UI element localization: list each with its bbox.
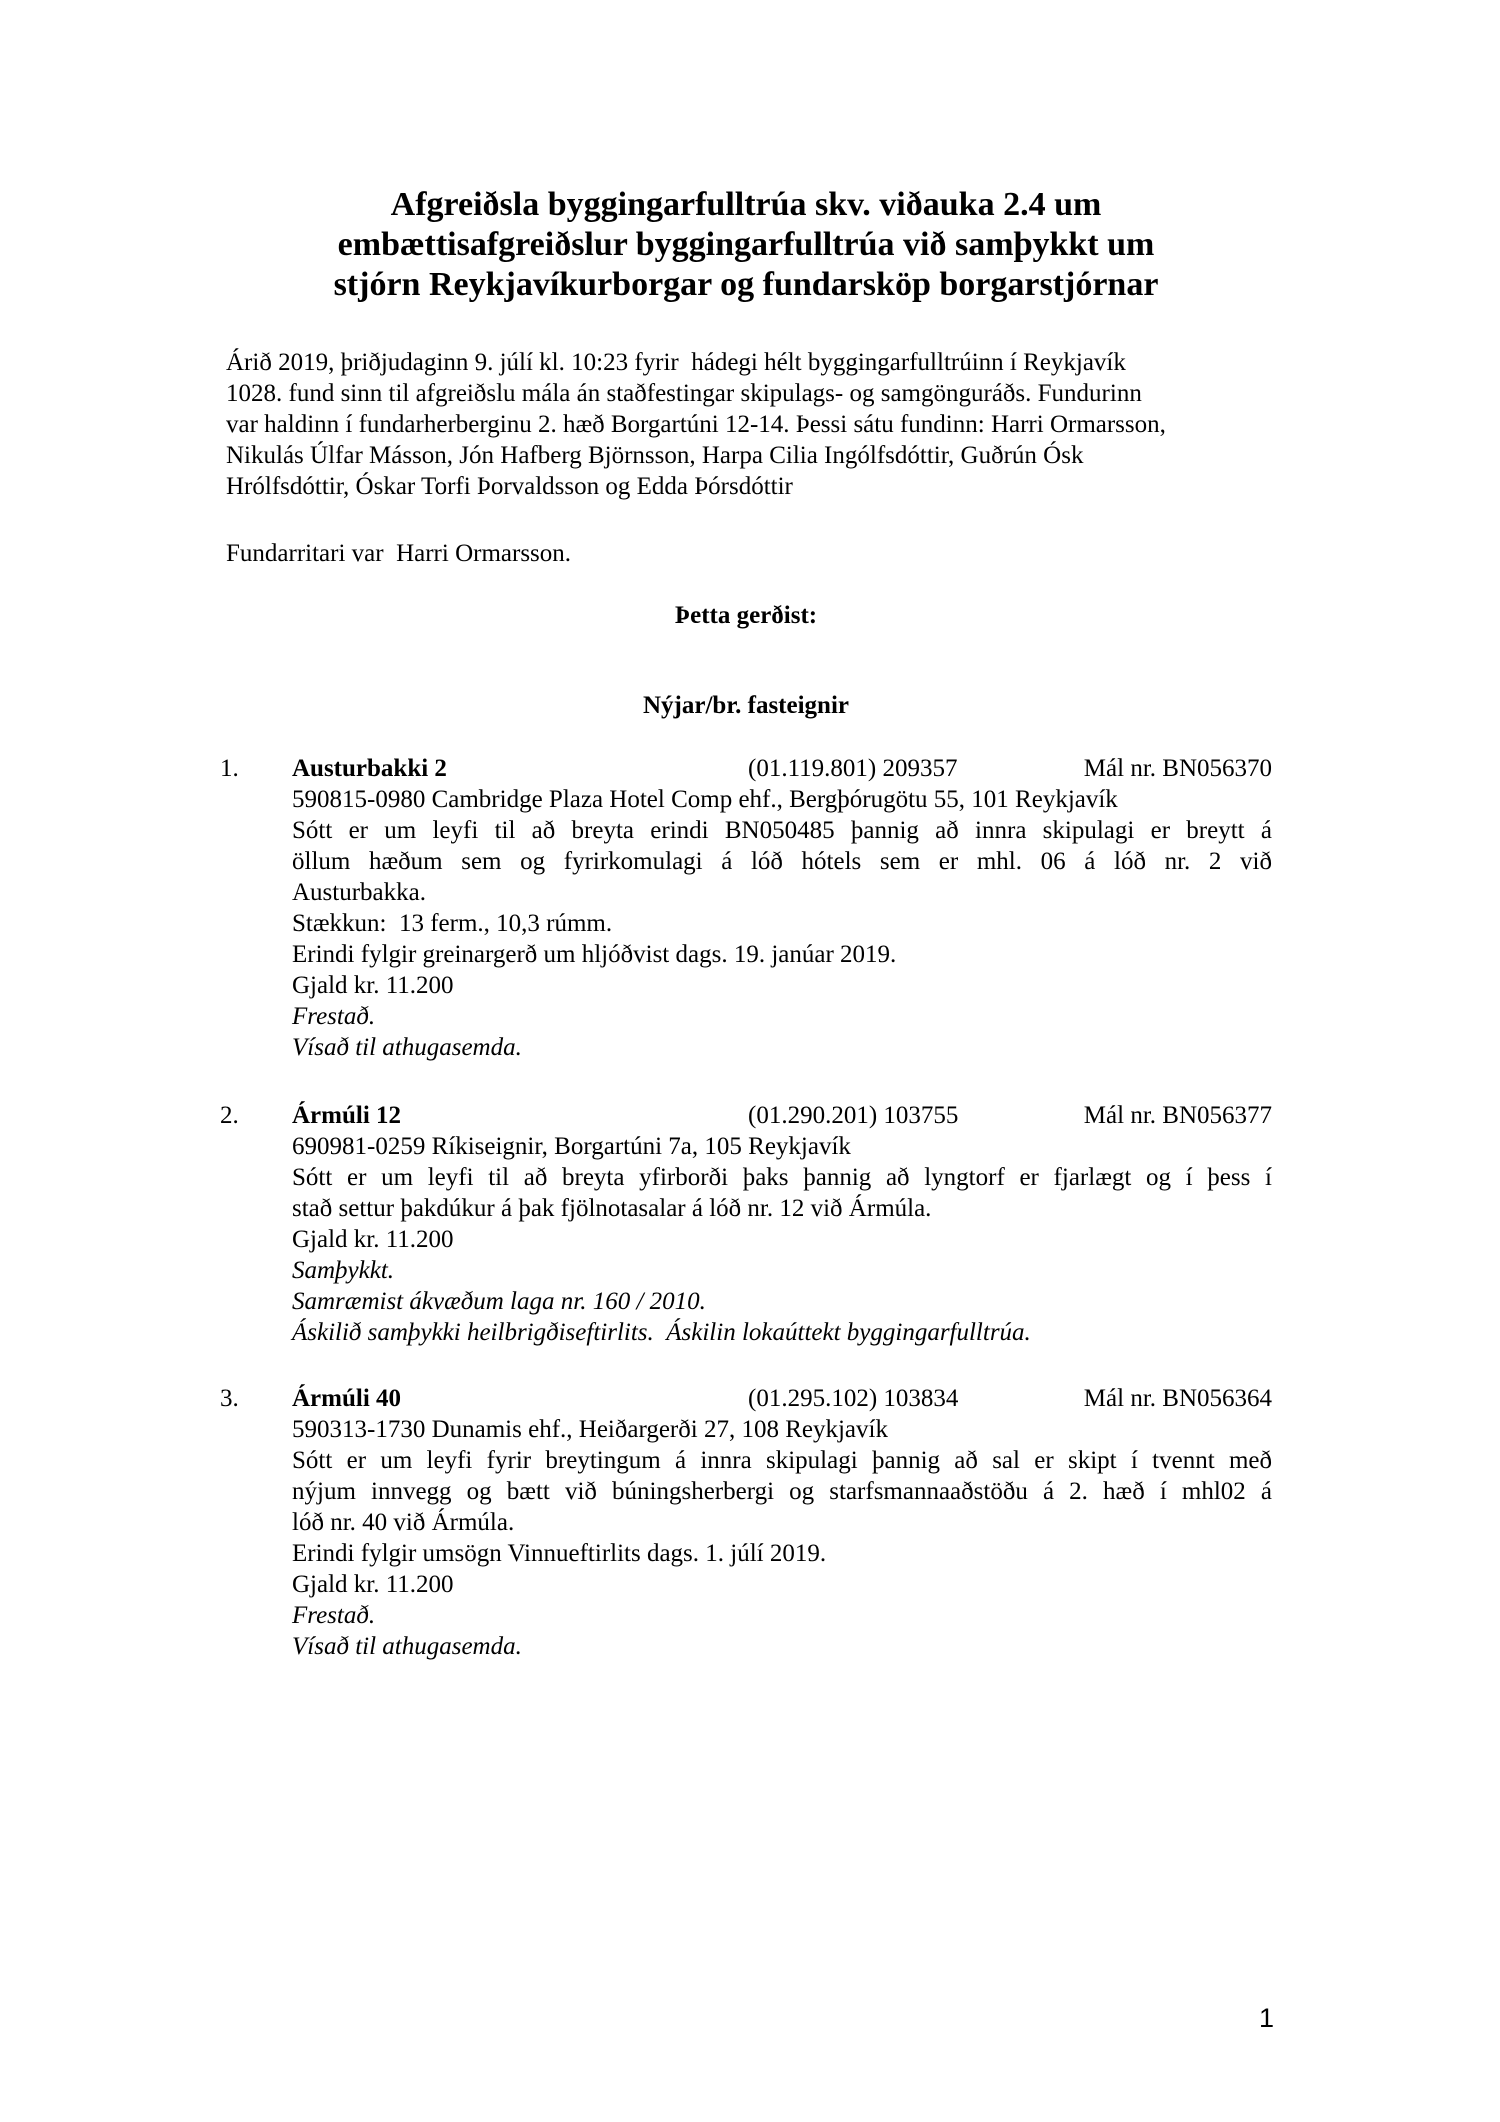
intro-line-2: 1028. fund sinn til afgreiðslu mála án staðfestingar skipulags- og samgönguráðs. Fundurinn — [226, 380, 1142, 407]
case-item-1-body — [292, 784, 1272, 1063]
intro-paragraph — [226, 347, 1272, 502]
case-item-1-name: Austurbakki 2 — [292, 755, 447, 782]
case-item-2-property-id: (01.290.201) 103755 — [748, 1102, 959, 1129]
intro-line-1: Árið 2019, þriðjudaginn 9. júlí kl. 10:23 fyrir hádegi hélt byggingarfulltrúinn í Reykjavík — [226, 349, 1126, 376]
expansion-line: Stækkun: 13 ferm., 10,3 rúmm. — [292, 910, 613, 937]
description-line: lóð nr. 40 við Ármúla. — [292, 1509, 515, 1536]
description-line: stað settur þakdúkur á þak fjölnotasalar á lóð nr. 12 við Ármúla. — [292, 1195, 932, 1222]
fee-line: Gjald kr. 11.200 — [292, 1571, 454, 1598]
case-item-2-header — [220, 1100, 1272, 1131]
case-item-1-number: 1. — [220, 755, 239, 782]
case-item-3-property-id: (01.295.102) 103834 — [748, 1385, 959, 1412]
attachment-line: Erindi fylgir umsögn Vinnueftirlits dags. 1. júlí 2019. — [292, 1540, 827, 1567]
intro-line-3: var haldinn í fundarherberginu 2. hæð Borgartúni 12-14. Þessi sátu fundinn: Harri Ormarsson, — [226, 411, 1166, 438]
ruling-line: Vísað til athugasemda. — [292, 1034, 522, 1061]
case-item-3-name: Ármúli 40 — [292, 1385, 402, 1412]
case-item-1 — [220, 753, 1272, 1063]
case-item-3-body — [292, 1414, 1272, 1662]
applicant-line: 590815-0980 Cambridge Plaza Hotel Comp ehf., Bergþórugötu 55, 101 Reykjavík — [292, 786, 1118, 813]
case-item-2-case-number: Mál nr. BN056377 — [1083, 1102, 1272, 1129]
secretary-line: Fundarritari var Harri Ormarsson. — [226, 540, 572, 567]
ruling-line: Samþykkt. — [292, 1257, 395, 1284]
applicant-line: 590313-1730 Dunamis ehf., Heiðargerði 27, 108 Reykjavík — [292, 1416, 888, 1443]
case-item-2-body — [292, 1131, 1272, 1348]
attachment-line: Erindi fylgir greinargerð um hljóðvist dags. 19. janúar 2019. — [292, 941, 897, 968]
title-line-3: stjórn Reykjavíkurborgar og fundarsköp borgarstjórnar — [333, 266, 1159, 303]
intro-line-5: Hrólfsdóttir, Óskar Torfi Þorvaldsson og Edda Þórsdóttir — [226, 473, 793, 500]
description-line: Sótt er um leyfi fyrir breytingum á innra skipulagi þannig að sal er skipt í tvennt með — [292, 1447, 1272, 1474]
intro-line-4: Nikulás Úlfar Másson, Jón Hafberg Björnsson, Harpa Cilia Ingólfsdóttir, Guðrún Ósk — [226, 442, 1084, 469]
description-line: öllum hæðum sem og fyrirkomulagi á lóð hótels sem er mhl. 06 á lóð nr. 2 við — [292, 848, 1272, 875]
description-line: Sótt er um leyfi til að breyta yfirborði þaks þannig að lyngtorf er fjarlægt og í þess í — [292, 1164, 1272, 1191]
description-line: nýjum innvegg og bætt við búningsherbergi og starfsmannaaðstöðu á 2. hæð í mhl02 á — [292, 1478, 1272, 1505]
fee-line: Gjald kr. 11.200 — [292, 972, 454, 999]
case-item-3-header — [220, 1383, 1272, 1414]
applicant-line: 690981-0259 Ríkiseignir, Borgartúni 7a, 105 Reykjavík — [292, 1133, 851, 1160]
ruling-line: Frestað. — [292, 1602, 376, 1629]
case-item-1-header — [220, 753, 1272, 784]
events-heading: Þetta gerðist: — [674, 602, 818, 629]
document-title — [220, 185, 1272, 305]
title-line-2: embættisafgreiðslur byggingarfulltrúa við samþykkt um — [337, 226, 1155, 263]
case-item-2-name: Ármúli 12 — [292, 1102, 402, 1129]
ruling-line: Vísað til athugasemda. — [292, 1633, 522, 1660]
ruling-line: Samræmist ákvæðum laga nr. 160 / 2010. — [292, 1288, 706, 1315]
case-item-3-number: 3. — [220, 1385, 239, 1412]
description-line: Austurbakka. — [292, 879, 426, 906]
case-item-3-case-number: Mál nr. BN056364 — [1083, 1385, 1272, 1412]
case-item-3 — [220, 1383, 1272, 1662]
case-item-2-number: 2. — [220, 1102, 239, 1129]
description-line: Sótt er um leyfi til að breyta erindi BN050485 þannig að innra skipulagi er breytt á — [292, 817, 1272, 844]
page-number: 1 — [1258, 2003, 1274, 2033]
ruling-line: Áskilið samþykki heilbrigðiseftirlits. Áskilin lokaúttekt byggingarfulltrúa. — [292, 1319, 1031, 1346]
ruling-line: Frestað. — [292, 1003, 376, 1030]
case-item-2 — [220, 1100, 1272, 1348]
title-line-1: Afgreiðsla byggingarfulltrúa skv. viðauka 2.4 um — [390, 186, 1102, 223]
case-item-1-property-id: (01.119.801) 209357 — [748, 755, 958, 782]
fee-line: Gjald kr. 11.200 — [292, 1226, 454, 1253]
case-item-1-case-number: Mál nr. BN056370 — [1083, 755, 1272, 782]
properties-heading: Nýjar/br. fasteignir — [643, 692, 849, 719]
